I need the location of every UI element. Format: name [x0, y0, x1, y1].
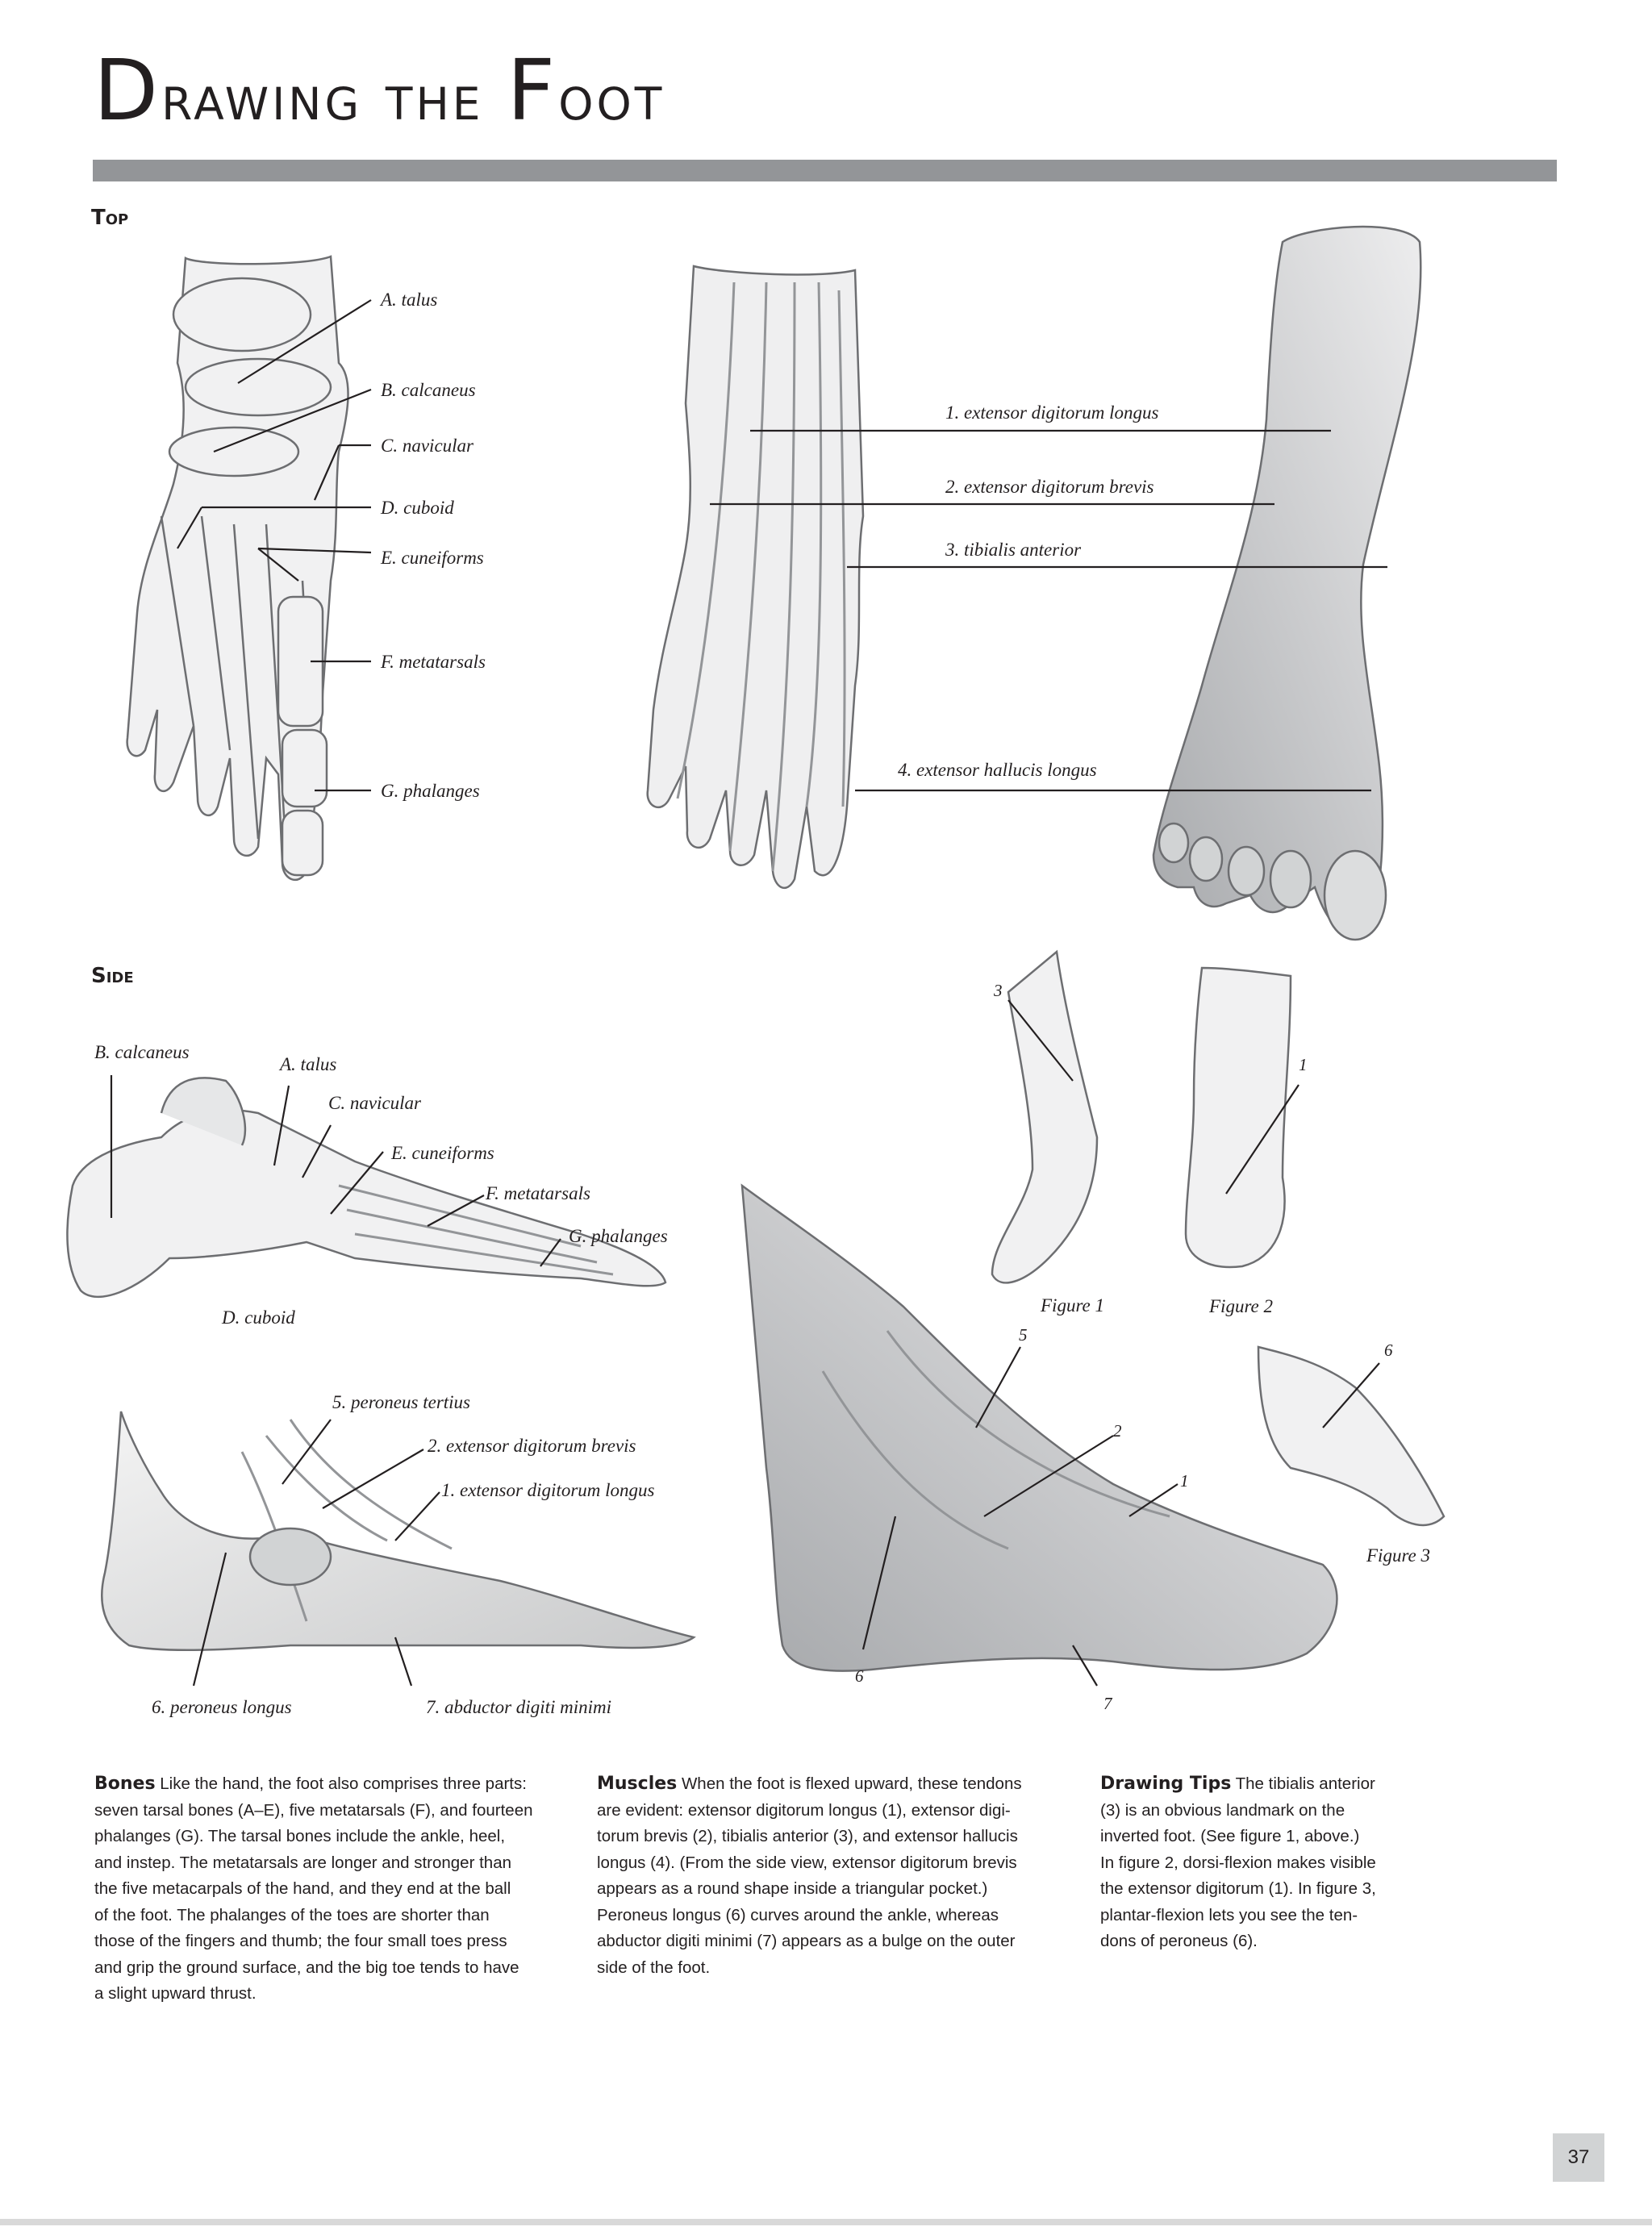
label-top-extensor-digitorum-longus: 1. extensor digitorum longus: [945, 402, 1159, 423]
label-side-calcaneus: B. calcaneus: [94, 1042, 190, 1062]
label-top-extensor-hallucis-longus: 4. extensor hallucis longus: [898, 760, 1097, 780]
label-top-navicular: C. navicular: [381, 436, 473, 456]
shaded-foot-top-illustration: [1153, 227, 1420, 940]
page-title: Drawing the Foot: [94, 41, 665, 140]
label-side-navicular: C. navicular: [328, 1093, 421, 1113]
figure-1-number-3: 3: [994, 981, 1003, 1000]
section-side-heading: Side: [91, 964, 134, 988]
figure-2-caption: Figure 2: [1209, 1296, 1273, 1316]
number-1: 1: [1180, 1471, 1189, 1491]
muscles-heading: Muscles: [597, 1774, 678, 1794]
label-top-tibialis-anterior: 3. tibialis anterior: [945, 540, 1082, 560]
label-top-metatarsals: F. metatarsals: [381, 652, 486, 672]
muscles-paragraph: Muscles When the foot is flexed upward, these tendons are evident: extensor digitorum longus (1), extensor digi- torum brevis (2), tibialis anterior (3), and extensor hallucis longus (4). (From the side view, extensor digitorum brevis appears as a round shape inside a triangular pocket.) Peroneus longus (6) curves around the ankle, whereas abductor digiti minimi (7) appears as a bulge on the outer side of the foot.: [597, 1774, 1022, 1977]
drawing-tips-heading: Drawing Tips: [1100, 1774, 1232, 1794]
label-side-cuboid: D. cuboid: [222, 1307, 295, 1328]
label-top-cuneiforms: E. cuneiforms: [381, 548, 484, 568]
label-top-extensor-digitorum-brevis: 2. extensor digitorum brevis: [945, 477, 1154, 497]
label-side-peroneus-longus: 6. peroneus longus: [152, 1697, 292, 1717]
figure-2-number-1: 1: [1299, 1055, 1308, 1074]
label-top-cuboid: D. cuboid: [381, 498, 454, 518]
figure-2-illustration: [1186, 968, 1291, 1267]
figure-3-illustration: [1258, 1347, 1444, 1525]
label-top-phalanges: G. phalanges: [381, 781, 480, 801]
figure-1-caption: Figure 1: [1041, 1295, 1104, 1316]
label-side-cuneiforms: E. cuneiforms: [391, 1143, 494, 1163]
bones-paragraph: Bones Like the hand, the foot also comprises three parts: seven tarsal bones (A–E), five metatarsals (F), and fourteen phalanges (G). The tarsal bones include the ankle, heel, and instep. The metatarsals are longer and stronger than the five metacarpals of the hand, and they end at the ball of the foot. The phalanges of the toes are shorter than those of the fingers and thumb; the four small toes press and grip the ground surface, and the big toe tends to have a slight upward thrust.: [94, 1774, 533, 2003]
figure-3-number-6: 6: [1384, 1341, 1393, 1360]
label-top-talus: A. talus: [381, 290, 438, 310]
number-2: 2: [1113, 1421, 1122, 1441]
number-5: 5: [1019, 1325, 1028, 1345]
number-6: 6: [855, 1666, 864, 1686]
bottom-rule: [0, 2219, 1652, 2225]
label-side-peroneus-tertius: 5. peroneus tertius: [332, 1392, 470, 1412]
figure-1-illustration: [992, 952, 1097, 1282]
skeleton-foot-top-illustration: [127, 256, 348, 880]
label-top-calcaneus: B. calcaneus: [381, 380, 476, 400]
bones-heading: Bones: [94, 1774, 156, 1794]
figure-3-caption: Figure 3: [1366, 1545, 1430, 1566]
drawing-tips-paragraph: Drawing Tips The tibialis anterior (3) is an obvious landmark on the inverted foot. (See figure 1, above.) In figure 2, dorsi-flexion makes visible the extensor digitorum (1). In figure 3, plantar-flexion lets you see the ten- dons of peroneus (6).: [1100, 1774, 1376, 1950]
section-top-heading: Top: [91, 206, 129, 230]
label-side-extensor-digitorum-longus: 1. extensor digitorum longus: [441, 1480, 655, 1500]
label-side-extensor-digitorum-brevis: 2. extensor digitorum brevis: [428, 1436, 636, 1456]
label-side-talus: A. talus: [280, 1054, 337, 1074]
page-number: 37: [1553, 2133, 1604, 2182]
number-7: 7: [1103, 1694, 1112, 1713]
label-side-abductor-digiti-minimi: 7. abductor digiti minimi: [426, 1697, 611, 1717]
tendon-foot-top-illustration: [648, 266, 863, 888]
label-side-metatarsals: F. metatarsals: [486, 1183, 590, 1203]
label-side-phalanges: G. phalanges: [569, 1226, 668, 1246]
